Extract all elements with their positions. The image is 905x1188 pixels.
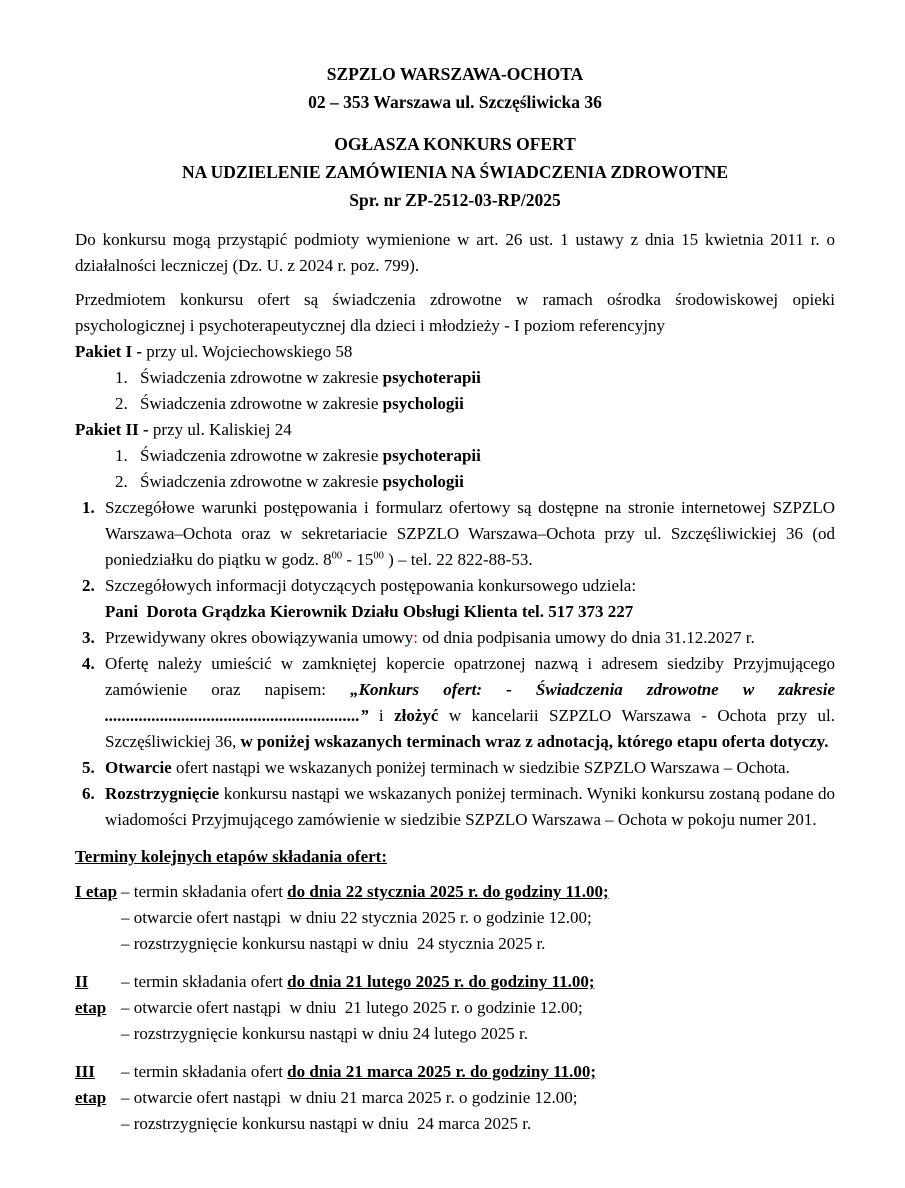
item-text: Świadczenia zdrowotne w zakresie psychoterapii bbox=[140, 368, 481, 387]
condition-item-1 bbox=[75, 495, 835, 573]
pakiet-2-item bbox=[75, 443, 835, 469]
condition-number: 4. bbox=[82, 654, 95, 673]
stage-resolution-line: – rozstrzygnięcie konkursu nastąpi w dniu 24 marca 2025 r. bbox=[121, 1114, 532, 1133]
stage-lines bbox=[121, 879, 835, 957]
stage-label: I etap bbox=[75, 882, 118, 901]
stage-lines bbox=[121, 969, 835, 1047]
pakiet-1-item bbox=[75, 365, 835, 391]
case-number: Spr. nr ZP-2512-03-RP/2025 bbox=[349, 190, 561, 210]
condition-item-4 bbox=[75, 651, 835, 755]
item-number: 1. bbox=[115, 446, 128, 465]
condition-number: 3. bbox=[82, 628, 95, 647]
stage-opening-line: – otwarcie ofert nastąpi w dniu 22 stycznia 2025 r. o godzinie 12.00; bbox=[121, 908, 592, 927]
stage-opening-line: – otwarcie ofert nastąpi w dniu 21 lutego 2025 r. o godzinie 12.00; bbox=[121, 998, 583, 1017]
pakiet-2-heading bbox=[75, 417, 835, 443]
condition-number: 5. bbox=[82, 758, 95, 777]
condition-item-5 bbox=[75, 755, 835, 781]
subject-paragraph: Przedmiotem konkursu ofert są świadczenia zdrowotne w ramach ośrodka środowiskowej opieki psychologicznej i psychoterapeutycznej dla dzieci i młodzieży - I poziom referencyjny bbox=[75, 290, 835, 335]
org-name: SZPZLO WARSZAWA-OCHOTA bbox=[326, 64, 584, 84]
stage-resolution-line: – rozstrzygnięcie konkursu nastąpi w dniu 24 lutego 2025 r. bbox=[121, 1024, 528, 1043]
deadline-text: do dnia 21 marca 2025 r. do godziny 11.00; bbox=[287, 1062, 597, 1081]
red-colon: : bbox=[413, 628, 419, 647]
condition-text: Otwarcie ofert nastąpi we wskazanych poniżej terminach w siedzibie SZPZLO Warszawa – Ochota. bbox=[105, 758, 790, 777]
condition-number: 1. bbox=[82, 498, 95, 517]
condition-text: Szczegółowe warunki postępowania i formularz ofertowy są dostępne na stronie internetowej SZPZLO Warszawa–Ochota oraz w sekretariacie SZPZLO Warszawa–Ochota przy ul. Szczęśliwickiej 36 (od poniedziałku do piątku w godz. $8^{00} - 15^{00}$ ) – tel. 22 822-88-53. bbox=[105, 498, 835, 569]
announcement-line-1: OGŁASZA KONKURS OFERT bbox=[334, 134, 576, 154]
announcement-line-2: NA UDZIELENIE ZAMÓWIENIA NA ŚWIADCZENIA ZDROWOTNE bbox=[181, 162, 728, 182]
pakiet-2-location: przy ul. Kaliskiej 24 bbox=[148, 420, 292, 439]
item-number: 2. bbox=[115, 394, 128, 413]
condition-text: Szczegółowych informacji dotyczących postępowania konkursowego udziela: Pani Dorota Grądzka Kierownik Działu Obsługi Klienta tel. 517 373 227 bbox=[105, 573, 835, 625]
item-number: 1. bbox=[115, 368, 128, 387]
pakiet-2-item bbox=[75, 469, 835, 495]
stage-lines bbox=[121, 1059, 835, 1137]
condition-item-2 bbox=[75, 573, 835, 625]
org-address: 02 – 353 Warszawa ul. Szczęśliwicka 36 bbox=[308, 92, 602, 112]
stage-label: III etap bbox=[75, 1062, 107, 1107]
pakiet-1-item bbox=[75, 391, 835, 417]
pakiet-1-label: Pakiet I - bbox=[75, 342, 143, 361]
condition-item-6 bbox=[75, 781, 835, 833]
condition-text: Rozstrzygnięcie konkursu nastąpi we wskazanych poniżej terminach. Wyniki konkursu zostaną podane do wiadomości Przyjmującego zamówienie w siedzibie SZPZLO Warszawa – Ochota w pokoju numer 201. bbox=[105, 784, 835, 829]
item-text: Świadczenia zdrowotne w zakresie psychologii bbox=[140, 394, 464, 413]
stage-block-2 bbox=[75, 969, 835, 1047]
hours-superscript: 00 bbox=[331, 550, 343, 562]
condition-number: 2. bbox=[82, 576, 95, 595]
condition-item-3 bbox=[75, 625, 835, 651]
stage-resolution-line: – rozstrzygnięcie konkursu nastąpi w dniu 24 stycznia 2025 r. bbox=[121, 934, 546, 953]
stage-block-3 bbox=[75, 1059, 835, 1137]
stage-deadline-line: – termin składania ofert do dnia 22 stycznia 2025 r. do godziny 11.00; bbox=[121, 882, 609, 901]
condition-text: Przewidywany okres obowiązywania umowy: od dnia podpisania umowy do dnia 31.12.2027 r. bbox=[105, 628, 755, 647]
pakiet-1-location: przy ul. Wojciechowskiego 58 bbox=[142, 342, 353, 361]
condition-number: 6. bbox=[82, 784, 95, 803]
item-number: 2. bbox=[115, 472, 128, 491]
stage-block-1 bbox=[75, 879, 835, 957]
condition-text: Ofertę należy umieścić w zamkniętej kopercie opatrzonej nazwą i adresem siedziby Przyjmującego zamówienie oraz napisem: „Konkurs ofert: - Świadczenia zdrowotne w zakresie ............................................................” i złożyć w kancelarii SZPZLO Warszawa - Ochota przy ul. Szczęśliwickiej 36, w poniżej wskazanych terminach wraz z adnotacją, którego etapu oferta dotyczy. bbox=[105, 654, 835, 751]
document-header bbox=[75, 60, 835, 214]
envelope-inscription: „Konkurs ofert: - Świadczenia zdrowotne w zakresie ............................................................” bbox=[105, 680, 835, 725]
stage-opening-line: – otwarcie ofert nastąpi w dniu 21 marca 2025 r. o godzinie 12.00; bbox=[121, 1088, 578, 1107]
hours-superscript: 00 bbox=[373, 550, 384, 562]
deadline-text: do dnia 21 lutego 2025 r. do godziny 11.00; bbox=[287, 972, 595, 991]
intro-paragraph: Do konkursu mogą przystąpić podmioty wymienione w art. 26 ust. 1 ustawy z dnia 15 kwietnia 2011 r. o działalności leczniczej (Dz. U. z 2024 r. poz. 799). bbox=[75, 230, 835, 275]
deadline-text: do dnia 22 stycznia 2025 r. do godziny 11.00; bbox=[287, 882, 609, 901]
schedule-heading: Terminy kolejnych etapów składania ofert: bbox=[75, 847, 387, 866]
stage-deadline-line: – termin składania ofert do dnia 21 marca 2025 r. do godziny 11.00; bbox=[121, 1062, 597, 1081]
contact-person: Pani Dorota Grądzka Kierownik Działu Obsługi Klienta tel. 517 373 227 bbox=[105, 602, 634, 621]
item-text: Świadczenia zdrowotne w zakresie psychoterapii bbox=[140, 446, 481, 465]
stage-label: II etap bbox=[75, 972, 107, 1017]
header-spacer bbox=[75, 116, 835, 130]
pakiet-2-label: Pakiet II - bbox=[75, 420, 149, 439]
pakiet-1-heading bbox=[75, 339, 835, 365]
item-text: Świadczenia zdrowotne w zakresie psychologii bbox=[140, 472, 464, 491]
stage-deadline-line: – termin składania ofert do dnia 21 lutego 2025 r. do godziny 11.00; bbox=[121, 972, 595, 991]
